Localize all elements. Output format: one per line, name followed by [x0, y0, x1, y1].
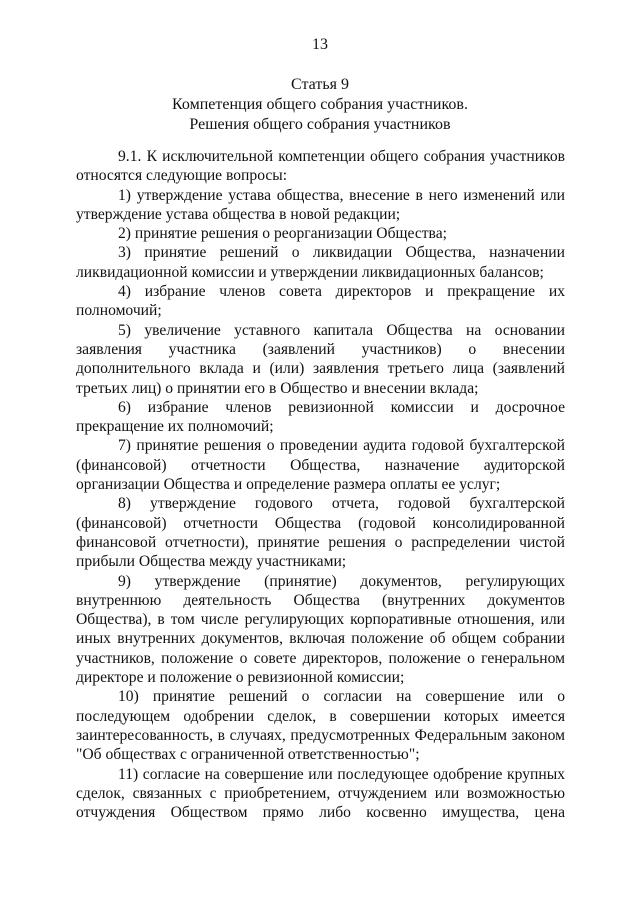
- page-number: 13: [312, 36, 328, 53]
- article-title-line-1: Компетенция общего собрания участников.: [172, 96, 468, 113]
- list-item-7: 7) принятие решения о проведении аудита годовой бухгалтерской (финансовой) отчетности Общества, назначение аудиторской организации Общества и определение размера оплаты ее услуг;: [76, 437, 565, 494]
- list-item-5: 5) увеличение уставного капитала Общества на основании заявления участника (заявлений участников) о внесении дополнительного вклада и (или) заявления третьего лица (заявлений третьих лиц) о принятии его в Общество и внесении вклада;: [76, 321, 565, 397]
- article-body: [76, 147, 565, 822]
- list-item-4: 4) избрание членов совета директоров и прекращение их полномочий;: [76, 283, 565, 320]
- list-item-3: 3) принятие решений о ликвидации Общества, назначении ликвидационной комиссии и утверждении ликвидационных балансов;: [76, 244, 565, 281]
- paragraph-9-1: 9.1. К исключительной компетенции общего собрания участников относятся следующие вопросы:: [76, 148, 565, 185]
- article-label: Статья 9: [291, 76, 349, 93]
- list-item-10: 10) принятие решений о согласии на совершение или о последующем одобрении сделок, в совершении которых имеется заинтересованность, в случаях, предусмотренных Федеральным законом "Об обществах с ограниченной ответственностью";: [76, 688, 565, 764]
- article-title-line-2: Решения общего собрания участников: [189, 116, 451, 133]
- list-item-8: 8) утверждение годового отчета, годовой бухгалтерской (финансовой) отчетности Общества (годовой консолидированной финансовой отчетности), принятие решения о распределении чистой прибыли Общества между участниками;: [76, 495, 565, 571]
- list-item-11: 11) согласие на совершение или последующее одобрение крупных сделок, связанных с приобретением, отчуждением или возможностью отчуждения Обществом прямо либо косвенно имущества, цена: [76, 765, 565, 822]
- list-item-2: 2) принятие решения о реорганизации Общества;: [118, 225, 447, 243]
- list-item-1: 1) утверждение устава общества, внесение в него изменений или утверждение устава общества в новой редакции;: [76, 186, 565, 223]
- article-header: [0, 75, 640, 135]
- list-item-9: 9) утверждение (принятие) документов, регулирующих внутреннюю деятельность Общества (внутренних документов Общества), в том числе регулирующих корпоративные отношения, или иных внутренних документов, включая положение об общем собрании участников, положение о совете директоров, положение о генеральном директоре и положение о ревизионной комиссии;: [76, 572, 565, 687]
- list-item-6: 6) избрание членов ревизионной комиссии и досрочное прекращение их полномочий;: [76, 398, 565, 436]
